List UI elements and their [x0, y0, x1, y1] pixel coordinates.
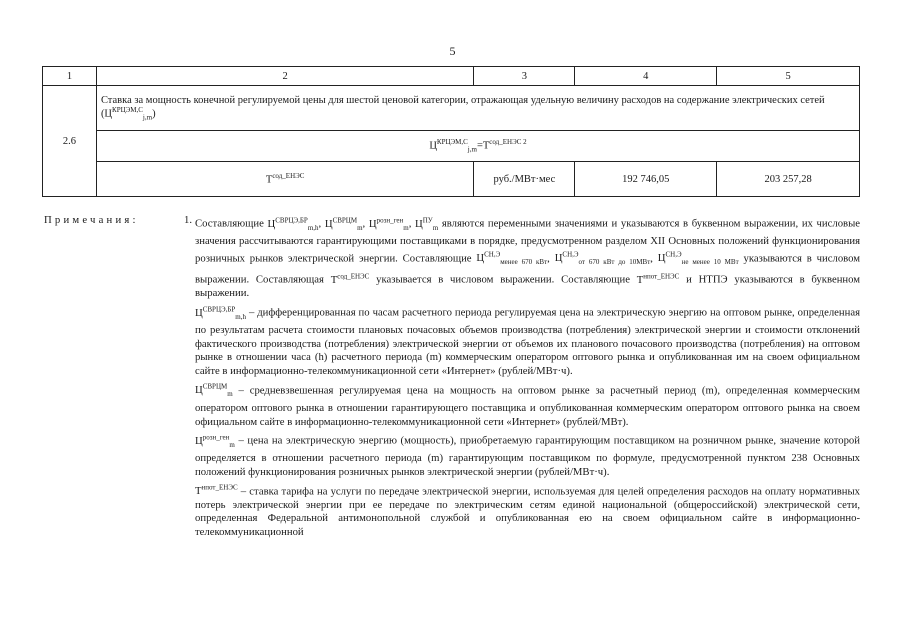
value-row	[43, 162, 860, 197]
col-header-1: 1	[43, 67, 97, 86]
value-2: 203 257,28	[717, 162, 860, 197]
notes-body	[195, 214, 860, 542]
note-paragraph-4: $Ц^{розн\_ген}_m$ – цена на электрическую энергию (мощность), приобретаемую гарантирующим поставщиком на розничном рынке, значение которой определяется в отношении расчетного периода (m) гарантирующим поставщиком по формуле, предусмотренной пунктом 238 Основных положений функционирования розничных рынков электрической энергии (рублей/МВт·ч).	[195, 433, 860, 478]
note-paragraph-5: $Т^{нпот\_ЕНЭС}$ – ставка тарифа на услуги по передаче электрической энергии, используемая для целей определения расходов на оплату нормативных потерь электрической энергии при ее передаче по электрическим сетям единой национальной (общероссийской) электрической сети, определенная Федеральной антимонопольной службой и опубликованная ею на своем официальном сайте в информационно-телекоммуникационной	[195, 483, 860, 538]
note-paragraph-1: Составляющие $Ц^{СВРЦЭ,БР}_{m,h}$, $Ц^{СВРЦМ}_m$, $Ц^{розн\_ген}_m$, $Ц^{ПУ}_m$ являются переменными значениями и указываются в буквенном выражении, их числовые значения рассчитываются гарантирующими поставщиками в порядке, предусмотренном разделом XII Основных положений функционирования розничных рынков электрической энергии. Составляющие $Ц^{СН,Э}_{менее 670 кВт}$, $Ц^{СН,Э}_{от 670 кВт до 10МВт}$, $Ц^{СН,Э}_{не менее 10 МВт}$ указываются в числовом выражении. Составляющая $Т^{сод\_ЕНЭС}$ указывается в числовом выражении. Составляющие $Т^{нпот\_ЕНЭС}$ и НТПЭ указываются в буквенном выражении.	[195, 216, 861, 300]
row-description: Ставка за мощность конечной регулируемой цены для шестой ценовой категории, отражающая удельную величину расходов на содержание электрических сетей $(Ц^{КРЦЭМ,С}_{j,m})$	[96, 86, 859, 131]
value-item: $Т^{сод\_ЕНЭС}$	[96, 162, 473, 197]
col-header-4: 4	[575, 67, 717, 86]
formula: $Ц^{КРЦЭМ,С}_{j,m}=Т^{сод\_ЕНЭС 2}$	[96, 131, 859, 162]
value-1: 192 746,05	[575, 162, 717, 197]
notes-label: Примечания:	[44, 214, 139, 226]
col-header-3: 3	[474, 67, 575, 86]
col-header-2: 2	[96, 67, 473, 86]
value-unit: руб./МВт·мес	[474, 162, 575, 197]
tariff-table	[42, 66, 860, 197]
row-number: 2.6	[43, 86, 97, 197]
page-number: 5	[449, 44, 456, 58]
description-row	[43, 86, 860, 131]
note-paragraph-3: $Ц^{СВРЦМ}_m$ – средневзвешенная регулируемая цена на мощность на оптовом рынке за расчетный период (m), определенная коммерческим оператором оптового рынка в отношении гарантирующего поставщика и опубликованная коммерческим оператором оптового рынка на своем официальном сайте в информационно-телекоммуникационной сети «Интернет» (рублей/МВт).	[195, 382, 860, 428]
note-paragraph-2: $Ц^{СВРЦЭ,БР}_{m,h}$ – дифференцированная по часам расчетного периода регулируемая цена на электрическую энергию на оптовом рынке, определенная по результатам расчета стоимости плановых почасовых объемов производства (потребления) электрической энергии и стоимости отклонений фактического производства (потребления) электрической энергии от объемов их планового почасового производства (потребления) на оптовом рынке в отношении часа (h) расчетного периода (m) коммерческим оператором оптового рынка и опубликованная им на своем официальном сайте в информационно-телекоммуникационной сети «Интернет» (рублей/МВт·ч).	[195, 304, 861, 378]
table-header-row	[43, 67, 860, 86]
formula-row	[43, 131, 860, 162]
notes-item-number: 1.	[184, 214, 193, 226]
col-header-5: 5	[717, 67, 860, 86]
